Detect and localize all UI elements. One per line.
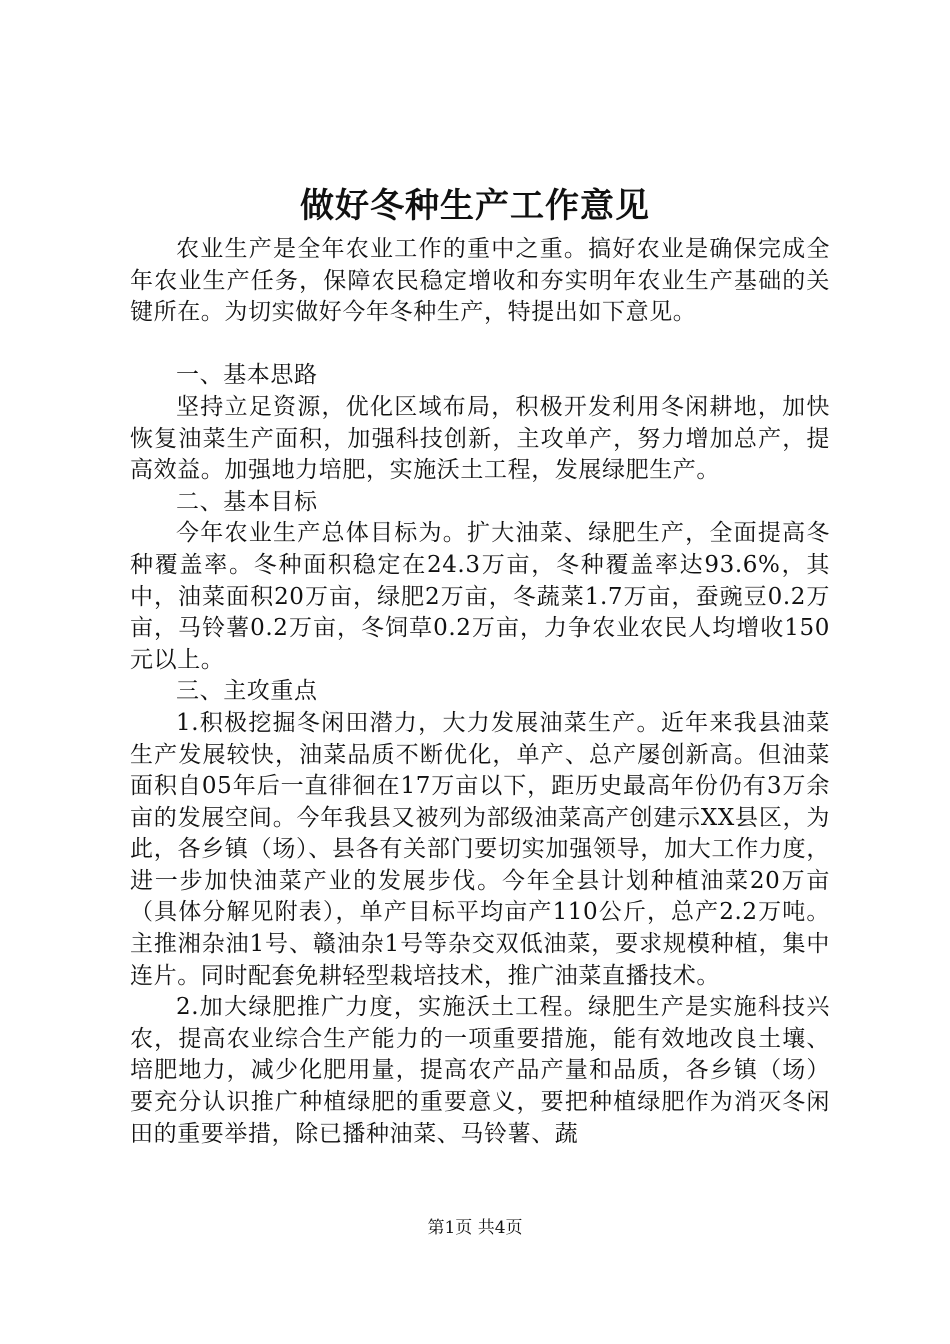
section-heading-basic-goals: 二、基本目标 [176,488,318,515]
section-heading-key-focus: 三、主攻重点 [176,678,318,705]
intro-paragraph: 农业生产是全年农业工作的重中之重。搞好农业是确保完成全年农业生产任务，保障农民稳定增收和夯实明年农业生产基础的关键所在。为切实做好今年冬种生产，特提出如下意见。 [130,236,830,326]
section-heading-basic-approach: 一、基本思路 [176,362,318,389]
document-title: 做好冬种生产工作意见 [300,186,650,226]
key-focus-item-2: 2.加大绿肥推广力度，实施沃土工程。绿肥生产是实施科技兴农，提高农业综合生产能力的一项重要措施，能有效地改良土壤、培肥地力，减少化肥用量，提高农产品产量和品质，各乡镇（场）要充分认识推广种植绿肥的重要意义，要把种植绿肥作为消灭冬闲田的重要举措，除已播种油菜、马铃薯、蔬 [130,994,830,1147]
page-footer: 第1页 共4页 [427,1218,523,1238]
document-body [130,234,830,1150]
basic-goals-paragraph: 今年农业生产总体目标为。扩大油菜、绿肥生产，全面提高冬种覆盖率。冬种面积稳定在24.3万亩，冬种覆盖率达93.6%，其中，油菜面积20万亩，绿肥2万亩，冬蔬菜1.7万亩，蚕豌豆0.2万亩，马铃薯0.2万亩，冬饲草0.2万亩，力争农业农民人均增收150元以上。 [130,520,830,673]
basic-approach-paragraph: 坚持立足资源，优化区域布局，积极开发利用冬闲耕地，加快恢复油菜生产面积，加强科技创新，主攻单产，努力增加总产，提高效益。加强地力培肥，实施沃土工程，发展绿肥生产。 [130,393,830,484]
key-focus-item-1: 1.积极挖掘冬闲田潜力，大力发展油菜生产。近年来我县油菜生产发展较快，油菜品质不断优化，单产、总产屡创新高。但油菜面积自05年后一直徘徊在17万亩以下，距历史最高年份仍有3万余亩的发展空间。今年我县又被列为部级油菜高产创建示XX县区，为此，各乡镇（场）、县各有关部门要切实加强领导，加大工作力度，进一步加快油菜产业的发展步伐。今年全县计划种植油菜20万亩（具体分解见附表），单产目标平均亩产110公斤，总产2.2万吨。主推湘杂油1号、赣油杂1号等杂交双低油菜，要求规模种植，集中连片。同时配套免耕轻型栽培技术，推广油菜直播技术。 [130,709,830,989]
